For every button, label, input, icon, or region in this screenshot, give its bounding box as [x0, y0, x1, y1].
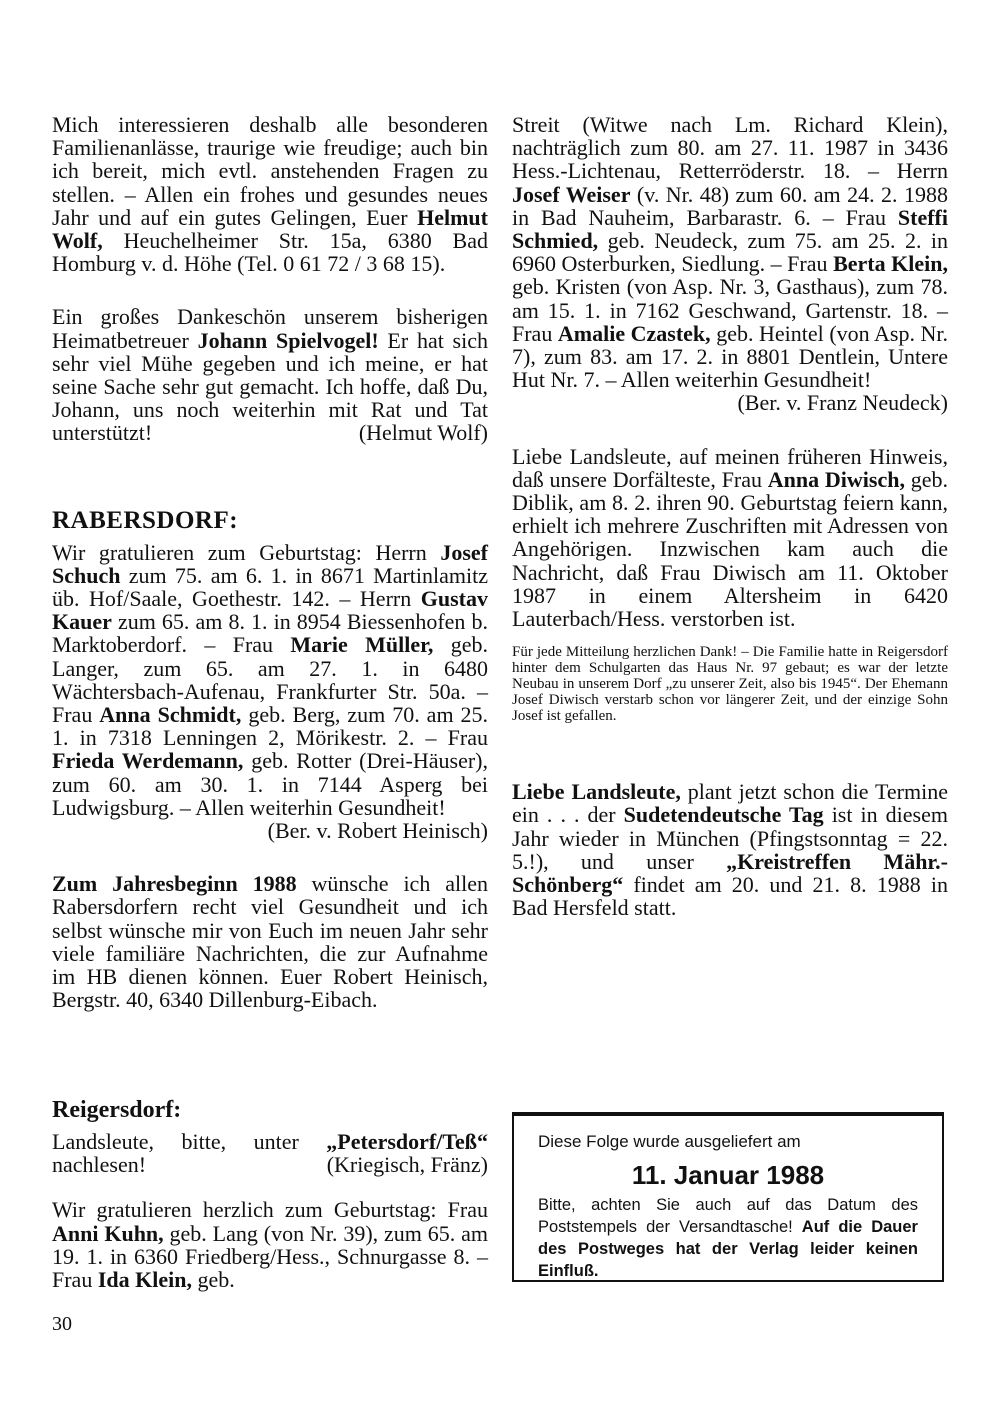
name-frieda-werdemann: Frieda Werdemann, — [52, 748, 244, 774]
cont-text-2: (v. Nr. 48) zum 60. am 24. 2. 1988 in Bad Nauheim, Barbarastr. 6. – Frau — [512, 181, 948, 230]
rab-text-6: geb. Rotter (Drei-Häuser), zum 60. am 30. 1. in 7144 Asperg bei Ludwigsburg. – Allen weiterhin Gesundheit! — [52, 748, 488, 820]
cont-text-3: geb. Neudeck, zum 75. am 25. 2. in 6960 Osterburken, Siedlung. – Frau — [512, 228, 948, 277]
thanks-text: Ein großes Dankeschön unserem bisherigen Heimatbetreuer — [52, 304, 488, 353]
reigersdorf-note — [52, 1130, 488, 1176]
notice-text: Bitte, achten Sie auch auf das Datum des Poststempels der Versandtasche! — [538, 1196, 918, 1236]
name-gustav-kauer: Gustav Kauer — [52, 586, 488, 635]
page-number: 30 — [52, 1313, 72, 1335]
name-anni-kuhn: Anni Kuhn, — [52, 1220, 164, 1246]
rabersdorf-paragraph — [52, 541, 488, 843]
diwisch-text-2: geb. Diblik, am 8. 2. ihren 90. Geburtstag feiern kann, erhielt ich mehrere Zuschriften mit Adressen von Angehörigen. Inzwischen kam auch die Nachricht, daß Frau Diwisch am 11. Oktober 1987 in einem Altersheim in 6420 Lauterbach/Hess. verstorben ist. — [512, 466, 949, 632]
ref-petersdorf-tess: „Petersdorf/Teß“ — [326, 1129, 488, 1154]
continued-signature: (Ber. v. Franz Neudeck) — [737, 390, 948, 416]
reigersdorf-section — [52, 1097, 488, 1291]
termine-paragraph — [512, 780, 948, 919]
notice-bold-text: Auf die Dauer des Postweges hat der Verlag leider keinen Einfluß. — [538, 1218, 918, 1280]
thanks-paragraph — [52, 305, 488, 444]
rab-text-1: Wir gratulieren zum Geburtstag: Herrn — [52, 539, 441, 565]
cont-text-4: geb. Kristen (von Asp. Nr. 3, Gasthaus), zum 78. am 15. 1. in 7162 Geschwand, Gartenstr. 18. – Frau — [512, 274, 948, 346]
termine-text-3: findet am 20. und 21. 8. 1988 in Bad Hersfeld statt. — [512, 872, 948, 921]
termine-text-1: plant jetzt schon die Termine ein . . . der — [512, 779, 948, 828]
rab-text-2: zum 75. am 6. 1. in 8671 Martinlamitz üb. Hof/Saale, Goethestr. 142. – Herrn — [52, 562, 488, 612]
event-kreistreffen: „Kreistreffen Mähr.-Schönberg“ — [512, 848, 948, 898]
rab-text-3: zum 65. am 8. 1. in 8954 Biessenhofen b. Marktoberdorf. – Frau — [52, 609, 488, 658]
name-anna-schmidt: Anna Schmidt, — [99, 702, 242, 728]
notice-line: Diese Folge wurde ausgeliefert am — [538, 1132, 801, 1151]
name-steffi-schmied: Steffi Schmied, — [512, 204, 948, 254]
jahresbeginn-lead: Zum Jahresbeginn 1988 — [52, 871, 297, 897]
cont-text-1: Streit (Witwe nach Lm. Richard Klein), nachträglich zum 80. am 27. 11. 1987 in 3436 Hess.-Lichtenau, Retterröderstr. 18. – Herrn — [512, 112, 948, 184]
name-marie-mueller: Marie Müller, — [290, 632, 434, 658]
reig-text-1: Landsleute, bitte, unter — [52, 1129, 327, 1154]
thanks-text-2: Er hat sich sehr viel Mühe gegeben und ich meine, er hat seine Sache sehr gut gemacht. Ich hoffe, daß Du, Johann, uns noch weiterhin mit Rat und Tat unterstützt! — [52, 327, 488, 446]
right-column — [512, 113, 948, 919]
name-helmut-wolf: Helmut Wolf, — [52, 204, 488, 254]
section-heading-reigersdorf: Reigersdorf: — [52, 1097, 182, 1123]
event-sudetendeutsche-tag: Sudetendeutsche Tag — [623, 802, 824, 828]
intro-paragraph — [52, 113, 488, 275]
delivery-notice-box — [512, 1112, 944, 1282]
left-column — [52, 113, 488, 1012]
diwisch-text-1: Liebe Landsleute, auf meinen früheren Hinweis, daß unsere Dorfälteste, Frau — [512, 443, 948, 492]
rab-text-5: geb. Berg, zum 70. am 25. 1. in 7318 Lenningen 2, Mörikestr. 2. – Frau — [52, 702, 489, 751]
termine-lead: Liebe Landsleute, — [512, 779, 681, 805]
name-amalie-czastek: Amalie Czastek, — [557, 320, 711, 346]
section-heading-rabersdorf: RABERSDORF: — [52, 506, 239, 534]
reigersdorf-birthdays — [52, 1198, 488, 1291]
reig-text-3: Wir gratulieren herzlich zum Geburtstag: Frau — [52, 1197, 488, 1223]
termine-text-2: ist in diesem Jahr wieder in München (Pfingstsonntag = 22. 5.!), und unser — [512, 802, 948, 874]
cont-text-5: geb. Heintel (von Asp. Nr. 7), zum 83. am 17. 2. in 8801 Dentlein, Untere Hut Nr. 7. – Allen weiterhin Gesundheit! — [512, 320, 948, 393]
intro-address: Heuchelheimer Str. 15a, 6380 Bad Homburg v. d. Höhe (Tel. 0 61 72 / 3 68 15). — [52, 228, 488, 277]
thanks-signature: (Helmut Wolf) — [358, 420, 488, 446]
jahresbeginn-text: wünsche ich allen Rabersdorfern recht viel Gesundheit und ich selbst wünsche mir von Euch im neuen Jahr sehr viele familiäre Nachrichten, die zur Aufnahme im HB dienen können. Euer Robert Heinisch, Bergstr. 40, 6340 Dillenburg-Eibach. — [52, 871, 489, 1013]
reig-text-5: geb. — [191, 1267, 235, 1293]
name-johann-spielvogel: Johann Spielvogel! — [197, 327, 379, 353]
rabersdorf-signature: (Ber. v. Robert Heinisch) — [267, 818, 488, 844]
name-berta-klein: Berta Klein, — [833, 251, 948, 277]
reig-text-2: nachlesen! — [52, 1152, 147, 1178]
name-josef-schuch: Josef Schuch — [52, 539, 488, 588]
jahresbeginn-paragraph — [52, 872, 488, 1011]
reigersdorf-signature: (Kriegisch, Fränz) — [326, 1152, 488, 1178]
name-ida-klein: Ida Klein, — [97, 1267, 192, 1293]
continued-birthdays-paragraph — [512, 113, 948, 415]
notice-body — [538, 1194, 918, 1282]
intro-text: Mich interessieren deshalb alle besonderen Familienanlässe, traurige wie freudige; auch bin ich bereit, mich evtl. anstehenden Fragen zu stellen. – Allen ein frohes und gesundes neues Jahr und auf ein gutes Gelingen, Euer — [52, 112, 488, 230]
dank-note: Für jede Mitteilung herzlichen Dank! – Die Familie hatte in Reigersdorf hinter dem Schulgarten das Haus Nr. 97 gebaut; es war der letzte Neubau in unserem Dorf „zu unserer Zeit, also bis 1945“. Der Ehemann Josef Diwisch verstarb schon vor längerer Zeit, und der einzige Sohn Josef ist gefallen. — [512, 644, 948, 725]
diwisch-paragraph — [512, 445, 948, 631]
name-josef-weiser: Josef Weiser — [512, 181, 631, 207]
notice-date: 11. Januar 1988 — [631, 1160, 825, 1190]
name-anna-diwisch: Anna Diwisch, — [767, 466, 905, 492]
reig-text-4: geb. Lang (von Nr. 39), zum 65. am 19. 1. in 6360 Friedberg/Hess., Schnurgasse 8. – Frau — [52, 1220, 489, 1293]
rab-text-4: geb. Langer, zum 65. am 27. 1. in 6480 Wächtersbach-Aufenau, Frankfurter Str. 50a. – Frau — [52, 632, 489, 728]
